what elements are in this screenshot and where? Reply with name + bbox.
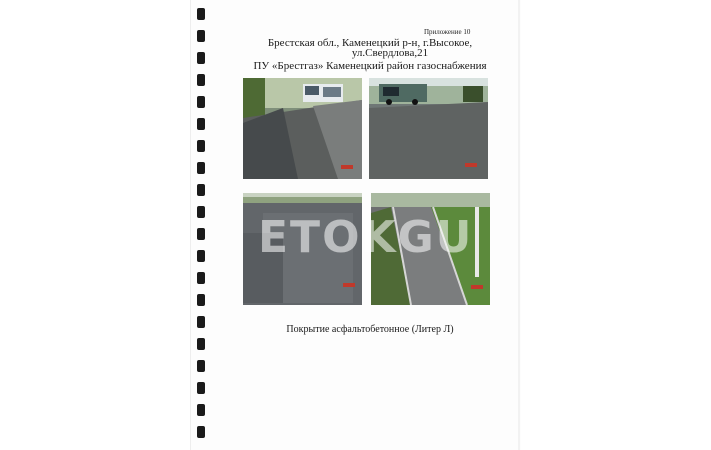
address-line-1: Брестская обл., Каменецкий р-н, г.Высокое, [267,37,473,49]
photo-caption: Покрытие асфальтобетонное (Литер Л) [286,324,454,335]
binding-hole [197,8,205,20]
binding-hole [197,360,205,372]
address-line-3: ПУ «Брестгаз» Каменецкий район газоснабжения [253,60,487,72]
binding-hole [197,272,205,284]
binding-hole [197,96,205,108]
binding-hole [197,250,205,262]
watermark-text: ETOKGU [258,212,474,263]
binding-hole [197,338,205,350]
binding-hole [197,30,205,42]
binding-hole [197,74,205,86]
address-line-2: ул.Свердлова,21 [351,47,429,59]
binding-hole [197,162,205,174]
binding-hole [197,426,205,438]
binding-hole [197,404,205,416]
binding-hole [197,184,205,196]
binding-hole [197,382,205,394]
binding-hole [197,294,205,306]
binding-hole [197,206,205,218]
photo-top-left [243,78,362,179]
binding-hole [197,316,205,328]
page-edge [518,0,520,450]
binding-hole [197,140,205,152]
binding-hole [197,52,205,64]
binding-hole [197,118,205,130]
annex-label: Приложение 10 [424,28,471,36]
photo-top-right [369,78,488,179]
spiral-binding [197,6,207,446]
binding-hole [197,228,205,240]
